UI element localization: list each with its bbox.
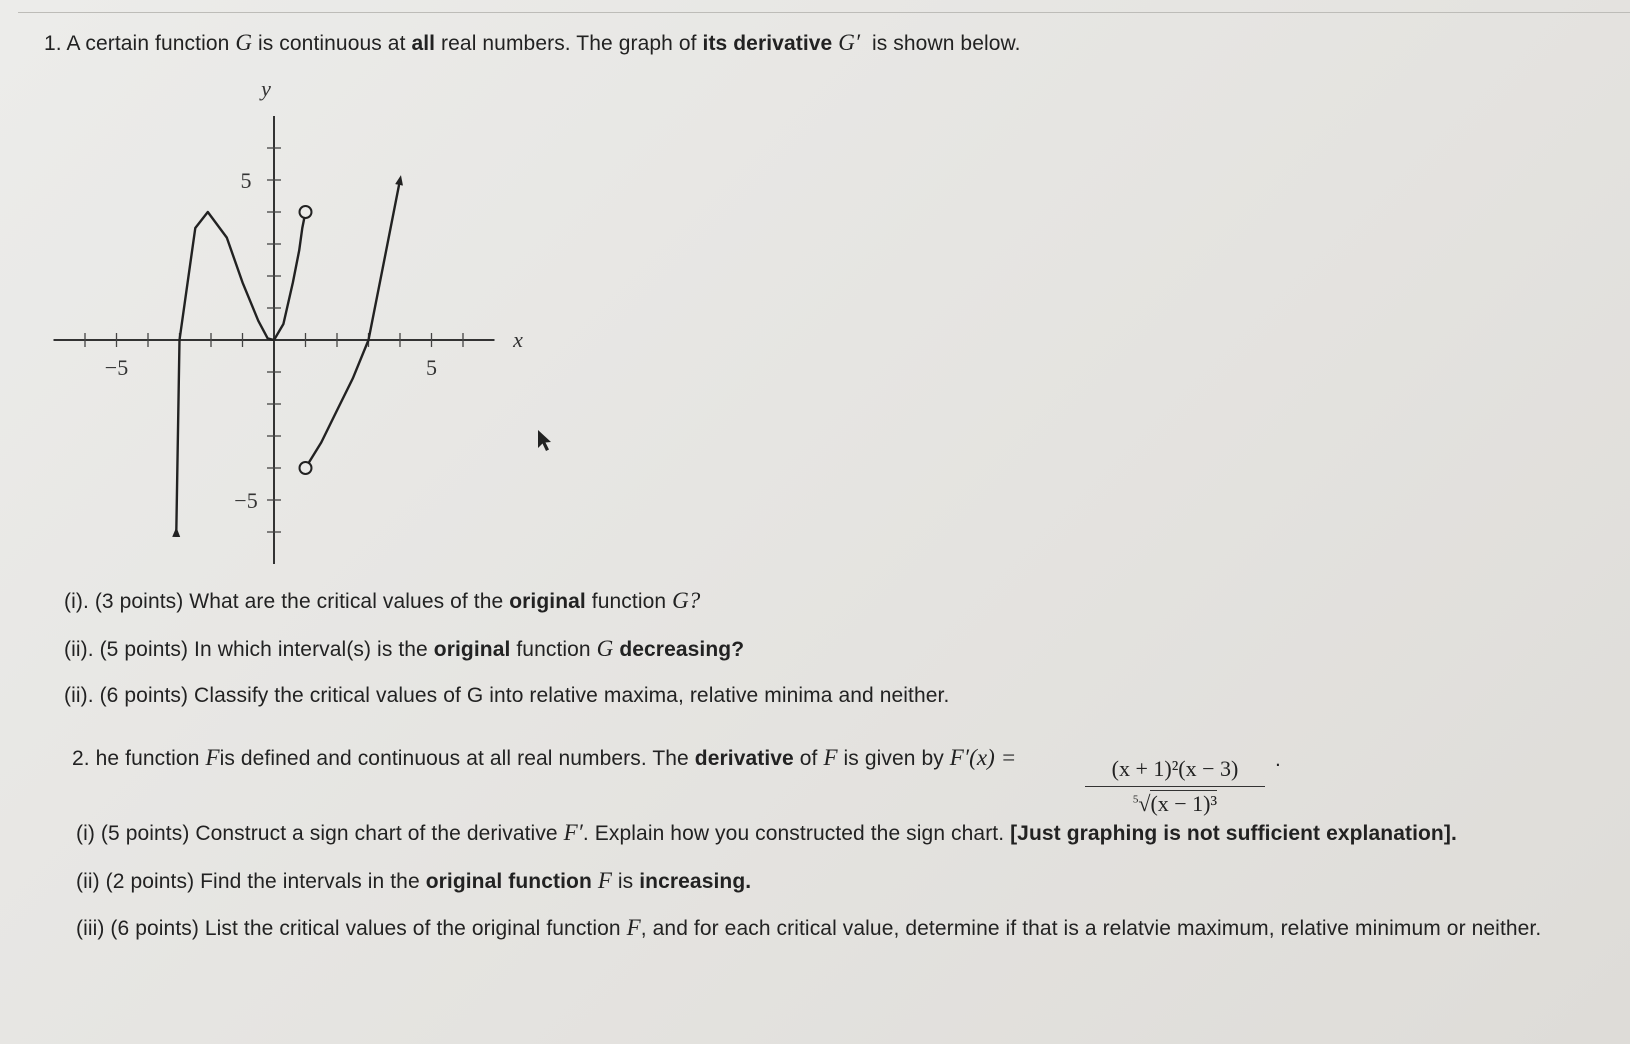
question-2-part-ii: (ii) (2 points) Find the intervals in the original function F is increasing. [76,868,752,893]
curve-segment-1 [176,212,274,532]
x-tick-label-neg5: −5 [104,355,129,380]
question-1-part-i: (i). (3 points) What are the critical values of the original function G? [64,588,701,613]
derivative-fraction [1085,756,1265,817]
top-divider [18,12,1630,13]
question-2-heading: 2. he function Fis defined and continuous at all real numbers. The derivative of F is given by F′(x) = [72,745,1017,770]
y-tick-label-5: 5 [240,168,252,193]
question-2-part-iii: (iii) (6 points) List the critical values of the original function F, and for each critical value, determine if that is a relatvie maximum, relative minimum or neither. [76,915,1542,940]
y-tick-label-neg5: −5 [234,488,258,513]
fraction-period: . [1275,748,1281,771]
x-axis-label: x [513,327,523,352]
open-circle-endpoint [300,206,312,218]
question-1-heading: 1. A certain function G is continuous at all real numbers. The graph of its derivative G′ is shown below. [44,30,1021,55]
derivative-graph [50,70,550,570]
fraction-numerator: (x + 1)²(x − 3) [1111,756,1239,781]
question-2-part-i: (i) (5 points) Construct a sign chart of the derivative F′. Explain how you constructed the sign chart. [Just graphing is not sufficient explanation]. [76,820,1457,845]
fraction-denominator: $^5$√(x − 1)³ [1132,791,1218,816]
question-1-part-iii: (ii). (6 points) Classify the critical values of G into relative maxima, relative minima and neither. [64,684,950,707]
open-circle-endpoint [300,462,312,474]
y-axis-label: y [261,76,271,101]
root-index: 5 [1132,793,1139,806]
radicand: (x − 1)³ [1150,791,1218,816]
graph-curves [176,180,400,532]
mouse-cursor-icon [534,428,556,454]
curve-segment-3 [306,180,401,468]
question-1-part-ii: (ii). (5 points) In which interval(s) is the original function G decreasing? [64,636,745,661]
graph-labels [105,76,523,513]
x-tick-label-5: 5 [426,355,437,380]
